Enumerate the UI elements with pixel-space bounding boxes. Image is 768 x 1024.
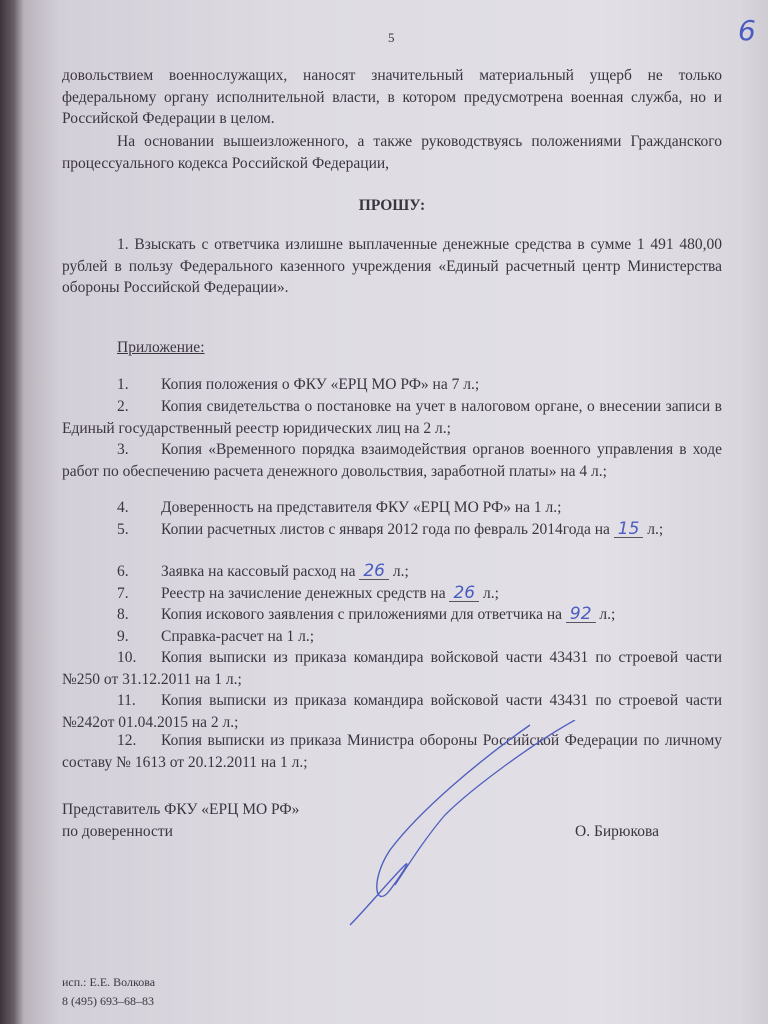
executor: исп.: Е.Е. Волкова [62,975,156,989]
appendix-item [62,519,722,541]
item-number: 1. [117,376,129,393]
item-text: Копия «Временного порядка взаимодействия органов военного управления в ходе работ по обеспечению расчета денежного довольствия, заработной платы» на 4 л.; [62,441,722,480]
item-text: Копия свидетельства о постановке на учет в налоговом органе, о внесении записи в Единый государственный реестр юридических лиц на 2 л.; [62,398,722,437]
item-text: Копии расчетных листов с января 2012 года по февраль 2014года на [161,521,610,538]
request-heading: ПРОШУ: [358,197,426,214]
executor-phone: 8 (495) 693–68–83 [62,994,154,1008]
appendix-heading: Приложение: [117,339,205,356]
item-number: 6. [117,563,129,580]
item-text: Копия искового заявления с приложениями для ответчика на [161,606,563,623]
item-number: 2. [117,398,129,415]
signature-title: Представитель ФКУ «ЕРЦ МО РФ» [62,801,300,818]
item-text: Справка-расчет на 1 л.; [161,628,315,645]
item-text: Копия положения о ФКУ «ЕРЦ МО РФ» на 7 л.; [161,376,480,393]
appendix-item [62,647,722,690]
item-number: 10. [117,649,137,666]
item-text: Копия выписки из приказа Министра обороны Российской Федерации по личному составу № 1613 от 20.12.2011 на 1 л.; [62,732,722,771]
appendix-item [62,604,722,626]
appendix-item [62,374,722,396]
item-number: 8. [117,606,129,623]
handwritten-signature [330,720,590,930]
item-text: Реестр на зачисление денежных средств на [161,585,446,602]
item-text: Копия выписки из приказа командира войсковой части 43431 по строевой части №242от 01.04.2015 на 2 л.; [62,692,722,731]
appendix-item [62,497,722,519]
signatory-name: О. Бирюкова [575,823,659,840]
item-tail: л.; [392,563,409,580]
item-number: 9. [117,628,129,645]
handwritten-sheet-count: 26 [449,585,479,602]
item-text: Доверенность на представителя ФКУ «ЕРЦ МО РФ» на 1 л.; [161,499,562,516]
item-tail: л.; [482,585,499,602]
item-tail: л.; [599,606,616,623]
paragraph-basis: На основании вышеизложенного, а также руководствуясь положениями Гражданского процессуального кодекса Российской Федерации, [62,133,722,172]
item-number: 12. [117,732,137,749]
handwritten-page-number: 6 [738,14,756,47]
item-text: Копия выписки из приказа командира войсковой части 43431 по строевой части №250 от 31.12.2011 на 1 л.; [62,649,722,688]
item-number: 11. [117,692,136,709]
item-number: 5. [117,521,129,538]
signature-subtitle: по доверенности [62,823,173,840]
item-number: 3. [117,441,129,458]
appendix-item [62,583,722,605]
appendix-item [62,396,722,439]
appendix-item [62,561,722,583]
paragraph-damage: довольствием военнослужащих, наносят значительный материальный ущерб не только федеральному органу исполнительной власти, в котором предусмотрена военная служба, но и Российской Федерации в целом. [62,67,722,128]
handwritten-sheet-count: 26 [359,563,389,580]
appendix-item [62,439,722,482]
item-text: Заявка на кассовый расход на [161,563,356,580]
item-tail: л.; [647,521,664,538]
appendix-item [62,626,722,648]
handwritten-sheet-count: 92 [566,606,596,623]
handwritten-sheet-count: 15 [614,521,644,538]
request-item: 1. Взыскать с ответчика излишне выплаченные денежные средства в сумме 1 491 480,00 рублей в пользу Федерального казенного учреждения «Единый расчетный центр Министерства обороны Российской Федерации». [62,236,722,297]
item-number: 4. [117,499,129,516]
item-number: 7. [117,585,129,602]
page-number: 5 [388,30,395,45]
